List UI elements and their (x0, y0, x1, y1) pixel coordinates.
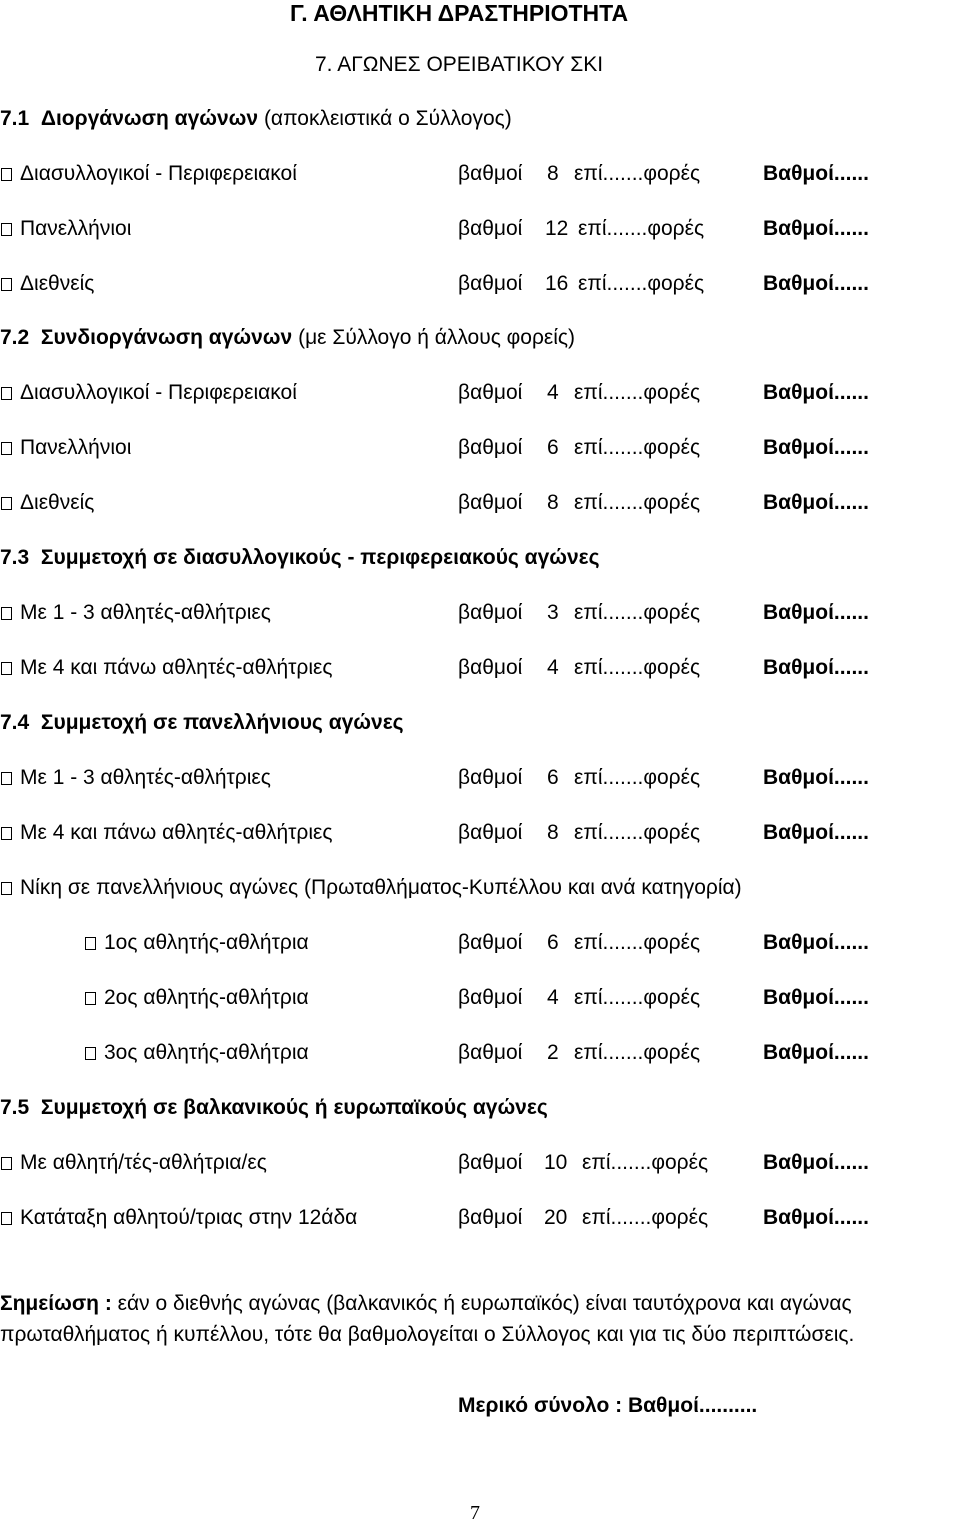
row-points: 20 (544, 1206, 568, 1229)
row-total: Βαθμοί...... (763, 436, 869, 459)
row-points: 2 (547, 1041, 559, 1064)
row-label: Με αθλητή/τές-αθλήτρια/ες (20, 1151, 267, 1174)
scoring-row (0, 930, 960, 958)
row-total: Βαθμοί...... (763, 931, 869, 954)
row-total: Βαθμοί...... (763, 491, 869, 514)
checkbox-icon (1, 772, 12, 785)
row-points: 8 (547, 162, 559, 185)
row-label: Διεθνείς (20, 491, 95, 514)
checkbox-icon (1, 662, 12, 675)
section-heading-bold: Συνδιοργάνωση αγώνων (40, 326, 293, 349)
row-points: 4 (547, 986, 559, 1009)
scoring-row (0, 271, 960, 299)
row-vathmoi: βαθμοί (458, 436, 523, 459)
row-points: 6 (547, 766, 559, 789)
row-total: Βαθμοί...... (763, 1041, 869, 1064)
section-heading-bold: Διοργάνωση αγώνων (40, 107, 259, 130)
row-times: επί.......φορές (574, 986, 701, 1009)
row-points: 4 (547, 656, 559, 679)
checkbox-icon (1, 168, 12, 181)
row-times: επί.......φορές (582, 1151, 709, 1174)
section-heading-bold: Συμμετοχή σε βαλκανικούς ή ευρωπαϊκούς αγώνες (40, 1096, 548, 1119)
row-label: Με 4 και πάνω αθλητές-αθλήτριες (20, 821, 333, 844)
scoring-row (0, 985, 960, 1013)
row-points: 12 (545, 217, 569, 240)
scoring-row (0, 380, 960, 408)
row-points: 6 (547, 931, 559, 954)
row-times: επί.......φορές (574, 491, 701, 514)
row-total: Βαθμοί...... (763, 162, 869, 185)
row-times: επί.......φορές (578, 217, 705, 240)
victory-label: Νίκη σε πανελλήνιους αγώνες (Πρωταθλήματος-Κυπέλλου και ανά κατηγορία) (20, 876, 742, 899)
checkbox-icon (1, 278, 12, 291)
row-vathmoi: βαθμοί (458, 272, 523, 295)
section-heading-bold: Συμμετοχή σε πανελλήνιους αγώνες (40, 711, 404, 734)
row-vathmoi: βαθμοί (458, 601, 523, 624)
row-points: 4 (547, 381, 559, 404)
row-total: Βαθμοί...... (763, 1151, 869, 1174)
row-times: επί.......φορές (574, 656, 701, 679)
row-points: 3 (547, 601, 559, 624)
note-text: εάν ο διεθνής αγώνας (βαλκανικός ή ευρωπαϊκός) είναι ταυτόχρονα και αγώνας πρωταθλήματος ή κυπέλλου, τότε θα βαθμολογείται ο Σύλλογος και για τις δύο περιπτώσεις. (0, 1292, 855, 1346)
row-vathmoi: βαθμοί (458, 766, 523, 789)
row-total: Βαθμοί...... (763, 217, 869, 240)
row-points: 8 (547, 491, 559, 514)
row-times: επί.......φορές (574, 381, 701, 404)
scoring-row (0, 435, 960, 463)
section-heading-7-1 (0, 106, 512, 132)
section-heading-rest: (με Σύλλογο ή άλλους φορείς) (298, 326, 576, 349)
note-label: Σημείωση : (0, 1292, 112, 1315)
scoring-row (0, 655, 960, 683)
note-paragraph (0, 1288, 960, 1350)
victory-row (0, 875, 960, 903)
row-label: Κατάταξη αθλητού/τριας στην 12άδα (20, 1206, 358, 1229)
section-heading-7-3 (0, 545, 600, 571)
row-vathmoi: βαθμοί (458, 491, 523, 514)
scoring-row (0, 490, 960, 518)
checkbox-icon (1, 607, 12, 620)
row-label: Με 1 - 3 αθλητές-αθλήτριες (20, 766, 271, 789)
scoring-row (0, 765, 960, 793)
row-points: 10 (544, 1151, 568, 1174)
subtotal-line: Μερικό σύνολο : Βαθμοί.......... (458, 1394, 758, 1417)
row-label: Με 4 και πάνω αθλητές-αθλήτριες (20, 656, 333, 679)
scoring-row (0, 820, 960, 848)
row-times: επί.......φορές (574, 931, 701, 954)
row-vathmoi: βαθμοί (458, 217, 523, 240)
row-vathmoi: βαθμοί (458, 1041, 523, 1064)
row-vathmoi: βαθμοί (458, 656, 523, 679)
row-times: επί.......φορές (574, 436, 701, 459)
row-total: Βαθμοί...... (763, 821, 869, 844)
checkbox-icon (85, 937, 96, 950)
scoring-row (0, 216, 960, 244)
row-total: Βαθμοί...... (763, 1206, 869, 1229)
row-label: Με 1 - 3 αθλητές-αθλήτριες (20, 601, 271, 624)
section-heading-7-5 (0, 1095, 548, 1121)
row-label: 2ος αθλητής-αθλήτρια (104, 986, 309, 1009)
checkbox-icon (1, 387, 12, 400)
row-label: 1ος αθλητής-αθλήτρια (104, 931, 309, 954)
row-times: επί.......φορές (574, 601, 701, 624)
row-times: επί.......φορές (574, 162, 701, 185)
scoring-row (0, 1150, 960, 1178)
section-number: 7.5 (0, 1096, 30, 1119)
row-vathmoi: βαθμοί (458, 1151, 523, 1174)
row-total: Βαθμοί...... (763, 381, 869, 404)
row-vathmoi: βαθμοί (458, 931, 523, 954)
row-label: Διεθνείς (20, 272, 95, 295)
row-points: 6 (547, 436, 559, 459)
scoring-row (0, 161, 960, 189)
scoring-row (0, 1040, 960, 1068)
checkbox-icon (1, 1157, 12, 1170)
page-title: Γ. ΑΘΛΗΤΙΚΗ ΔΡΑΣΤΗΡΙΟΤΗΤΑ (290, 0, 629, 26)
section-heading-7-2 (0, 325, 575, 351)
row-vathmoi: βαθμοί (458, 162, 523, 185)
row-vathmoi: βαθμοί (458, 821, 523, 844)
row-times: επί.......φορές (574, 1041, 701, 1064)
row-total: Βαθμοί...... (763, 766, 869, 789)
row-label: Πανελλήνιοι (20, 217, 132, 240)
checkbox-icon (1, 497, 12, 510)
checkbox-icon (85, 992, 96, 1005)
checkbox-icon (1, 442, 12, 455)
page-number: 7 (470, 1502, 480, 1524)
row-total: Βαθμοί...... (763, 656, 869, 679)
section-heading-bold: Συμμετοχή σε διασυλλογικούς - περιφερειακούς αγώνες (40, 546, 600, 569)
row-total: Βαθμοί...... (763, 601, 869, 624)
row-total: Βαθμοί...... (763, 986, 869, 1009)
row-label: 3ος αθλητής-αθλήτρια (104, 1041, 309, 1064)
row-times: επί.......φορές (574, 766, 701, 789)
section-heading-rest: (αποκλειστικά ο Σύλλογος) (263, 107, 512, 130)
section-heading-7-4 (0, 710, 404, 736)
row-label: Διασυλλογικοί - Περιφερειακοί (20, 162, 297, 185)
checkbox-icon (1, 223, 12, 236)
row-vathmoi: βαθμοί (458, 986, 523, 1009)
scoring-row (0, 600, 960, 628)
scoring-row (0, 1205, 960, 1233)
checkbox-icon (85, 1047, 96, 1060)
checkbox-icon (1, 827, 12, 840)
row-label: Πανελλήνιοι (20, 436, 132, 459)
row-total: Βαθμοί...... (763, 272, 869, 295)
page-subtitle: 7. ΑΓΩΝΕΣ ΟΡΕΙΒΑΤΙΚΟΥ ΣΚΙ (315, 53, 604, 76)
section-number: 7.2 (0, 326, 30, 349)
row-vathmoi: βαθμοί (458, 381, 523, 404)
section-number: 7.3 (0, 546, 30, 569)
checkbox-icon (1, 882, 12, 895)
row-times: επί.......φορές (582, 1206, 709, 1229)
row-times: επί.......φορές (574, 821, 701, 844)
checkbox-icon (1, 1212, 12, 1225)
row-points: 16 (545, 272, 569, 295)
section-number: 7.1 (0, 107, 30, 130)
row-vathmoi: βαθμοί (458, 1206, 523, 1229)
section-number: 7.4 (0, 711, 30, 734)
row-points: 8 (547, 821, 559, 844)
row-times: επί.......φορές (578, 272, 705, 295)
row-label: Διασυλλογικοί - Περιφερειακοί (20, 381, 297, 404)
